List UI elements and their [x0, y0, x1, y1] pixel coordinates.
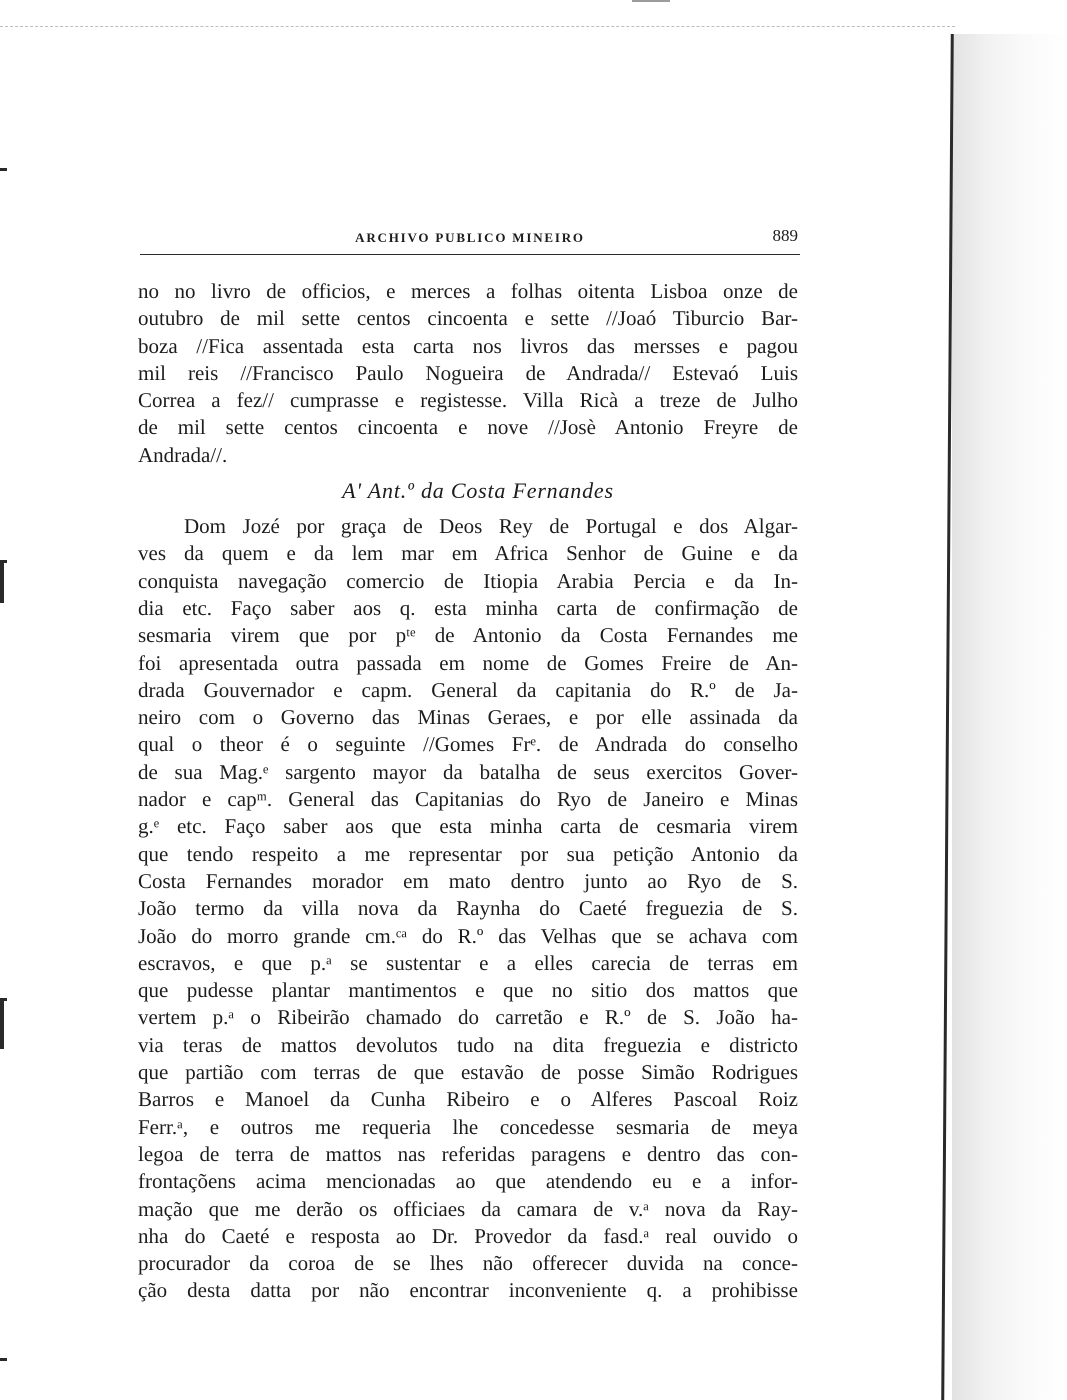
left-margin-marks: [0, 0, 12, 1400]
header-title: ARCHIVO PUBLICO MINEIRO: [355, 230, 585, 245]
scan-top-border: [0, 26, 955, 27]
text-line: que partião com terras de que estavão de posse Simão Rodrigues: [138, 1060, 798, 1085]
text-line: mil reis //Francisco Paulo Nogueira de Andrada// Estevaó Luis: [138, 360, 798, 385]
text-line: neiro com o Governo das Minas Geraes, e por elle assinada da: [138, 705, 798, 730]
text-line: João termo da villa nova da Raynha do Caeté freguezia de S.: [138, 896, 798, 921]
text-line: g.ᵉ etc. Faço saber aos que esta minha carta de cesmaria virem: [138, 814, 798, 839]
text-line: no no livro de officios, e merces a folhas oitenta Lisboa onze de: [138, 279, 798, 303]
scan-top-mark: [632, 0, 670, 2]
page-gutter-shadow: [952, 34, 1067, 1400]
text-line: via teras de mattos devolutos tudo na dita freguezia e districto: [138, 1032, 798, 1057]
text-line: foi apresentada outra passada em nome de Gomes Freire de An-: [138, 650, 798, 675]
text-line: de sua Mag.ᵉ sargento mayor da batalha de seus exercitos Gover-: [138, 759, 798, 784]
text-line: escravos, e que p.ᵃ se sustentar e a elles carecia de terras em: [138, 950, 798, 975]
paragraph-2: [138, 513, 798, 1305]
text-line: frontaçõens acima mencionadas ao que atendendo eu e a infor-: [138, 1169, 798, 1194]
text-line: Andrada//.: [138, 442, 228, 467]
text-line: nador e capᵐ. General das Capitanias do Ryo de Janeiro e Minas: [138, 787, 798, 812]
text-line: Dom Jozé por graça de Deos Rey de Portugal e dos Algar-: [184, 514, 798, 539]
text-line: boza //Fica assentada esta carta nos livros das mersses e pagou: [138, 333, 798, 358]
text-line: Correa a fez// cumprasse e registesse. Villa Ricà a treze de Julho: [138, 388, 798, 413]
document-body: [138, 278, 798, 1305]
running-header: [140, 224, 800, 255]
text-line: nha do Caeté e resposta ao Dr. Provedor da fasd.ᵃ real ouvido o: [138, 1223, 798, 1248]
text-line: de mil sette centos cincoenta e nove //Josè Antonio Freyre de: [138, 415, 798, 440]
text-line: dia etc. Faço saber aos q. esta minha carta de confirmação de: [138, 595, 798, 620]
text-line: sesmaria virem que por pᵗᵉ de Antonio da Costa Fernandes me: [138, 623, 798, 648]
text-line: qual o theor é o seguinte //Gomes Frᵉ. de Andrada do conselho: [138, 732, 798, 757]
text-line: drada Gouvernador e capm. General da capitania do R.º de Ja-: [138, 677, 798, 702]
text-line: Ferr.ᵃ, e outros me requeria lhe concedesse sesmaria de meya: [138, 1114, 798, 1139]
text-line: legoa de terra de mattos nas referidas paragens e dentro das con-: [138, 1141, 798, 1166]
text-line: Costa Fernandes morador em mato dentro junto ao Ryo de S.: [138, 868, 798, 893]
text-line: ção desta datta por não encontrar inconveniente q. a prohibisse: [138, 1278, 798, 1303]
text-line: João do morro grande cm.ᶜᵃ do R.º das Velhas que se achava com: [138, 923, 798, 948]
text-line: conquista navegação comercio de Itiopia Arabia Percia e da In-: [138, 568, 798, 593]
page-number: 889: [772, 226, 798, 245]
text-line: ves da quem e da lem mar em Africa Senhor de Guine e da: [138, 541, 798, 566]
text-line: que tendo respeito a me representar por sua petição Antonio da: [138, 841, 798, 866]
text-line: mação que me derão os officiaes da camara de v.ᵃ nova da Ray-: [138, 1196, 798, 1221]
section-heading: A' Ant.º da Costa Fernandes: [342, 478, 614, 504]
text-line: procurador da coroa de se lhes não offerecer duvida na conce-: [138, 1251, 798, 1276]
text-line: que pudesse plantar mantimentos e que no sitio dos mattos que: [138, 978, 798, 1003]
text-line: Barros e Manoel da Cunha Ribeiro e o Alferes Pascoal Roiz: [138, 1087, 798, 1112]
text-line: outubro de mil sette centos cincoenta e sette //Joaó Tiburcio Bar-: [138, 306, 798, 331]
paragraph-1: [138, 278, 798, 469]
text-line: vertem p.ᵃ o Ribeirão chamado do carretão e R.º de S. João ha-: [138, 1005, 798, 1030]
